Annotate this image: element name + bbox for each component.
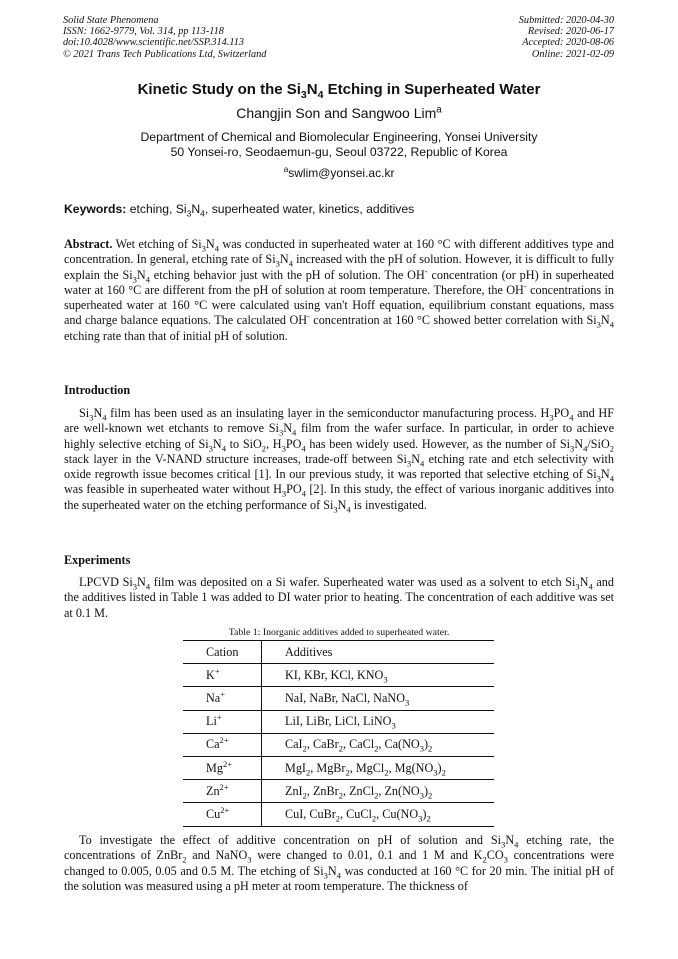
affiliation-line-1: Department of Chemical and Biomolecular Engineering, Yonsei University [140,130,538,144]
author-list: Changjin Son and Sangwoo Lim$^a$ [236,104,442,121]
table-header-cation: Cation [183,641,262,664]
table-caption: Table 1: Inorganic additives added to superheated water. [228,627,450,638]
journal-doi: doi:10.4028/www.scientific.net/SSP.314.113 [63,37,245,49]
cation-cell: $Ca^{2+}$ [183,733,262,756]
table-header-additives: Additives [262,641,495,664]
journal-meta [63,15,363,60]
experiments-paragraph-1: LPCVD $Si_3N_4$ film was deposited on a Si wafer. Superheated water was used as a solvent to etch $Si_3N_4$ and the additives listed in Table 1 was added to DI water prior to heating. The concentration of each additive was set at 0.1 M. [64,575,614,620]
table-row [183,710,494,733]
table-row [183,687,494,710]
keywords: Keywords: etching, $Si_3N_4$, superheated water, kinetics, additives [64,202,415,219]
paper-title: Kinetic Study on the $Si_3N_4$ Etching in Superheated Water [137,81,541,101]
abstract-text: Wet etching of $Si_3N_4$ was conducted in superheated water at 160 °C with different additives type and concentration. In general, etching rate of $Si_3N_4$ increased with the pH of solution. However, it is difficult to fully explain the $Si_3N_4$ etching behavior just with the pH of solution. The OH- concentration (or pH) in superheated water at 160 °C are different from the pH of solution at room temperature. Therefore, the OH- concentrations in superheated water at 160 °C were calculated using van't Hoff equation, equilibrium constant equations, mass and charge balance equations. The calculated OH- concentration at 160 °C showed better correlation with $Si_3N_4$ etching rate than that of initial pH of solution. [64,237,615,343]
cation-cell: Li+ [183,710,262,733]
additives-cell: ZnI$_2$, ZnBr$_2$, ZnCl$_2$, $Zn(NO_3)_2$ [262,780,495,803]
publication-dates [394,15,614,60]
date-revised: Revised: 2020-06-17 [527,26,614,38]
table-row [183,803,494,826]
cation-cell: $Cu^{2+}$ [183,803,262,826]
table-row [183,733,494,756]
author-email: $^a$swlim@yonsei.ac.kr [283,164,395,180]
abstract-label: Abstract. [64,237,113,251]
table-row [183,664,494,687]
date-submitted: Submitted: 2020-04-30 [518,15,614,26]
introduction-paragraph: $Si_3N_4$ film has been used as an insulating layer in the semiconductor manufacturing process. $H_3PO_4$ and HF are well-known wet etchants to remove $Si_3N_4$ film from the wafer surface. In particular, in order to achieve highly selective etching of $Si_3N_4$ to SiO$_2$, $H_3PO_4$ has been widely used. However, as the number of $Si_3N_4/SiO_2$ stack layer in the V-NAND structure increases, trade-off between $Si_3N_4$ etching rate and etch selectivity with oxide regrowth issue becomes critical [1]. In our previous study, it was reported that selective etching of $Si_3N_4$ was feasible in superheated water without $H_3PO_4$ [2]. In this study, the effect of various inorganic additives into the superheated water on the etching performance of $Si_3N_4$ is investigated. [64,406,615,515]
table-header-row [183,641,494,664]
additives-cell: KI, KBr, KCl, $KNO_3$ [262,664,495,687]
additives-cell: MgI$_2$, MgBr$_2$, MgCl$_2$, $Mg(NO_3)_2$ [262,756,495,779]
date-online: Online: 2021-02-09 [531,48,614,60]
date-accepted: Accepted: 2020-08-06 [522,37,614,49]
experiments-heading: Experiments [64,553,131,567]
experiments-paragraph-2: To investigate the effect of additive concentration on pH of solution and $Si_3N_4$ etching rate, the concentrations of ZnBr$_2$ and NaNO$_3$ were changed to 0.01, 0.1 and 1 M and $K_2CO_3$ concentrations were changed to 0.005, 0.05 and 0.5 M. The etching of $Si_3N_4$ was conducted at 160 °C for 20 min. The initial pH of the solution was measured using a pH meter at room temperature. The thickness of [64,833,615,893]
journal-name: Solid State Phenomena [63,15,159,26]
additives-cell: NaI, NaBr, NaCl, NaNO$_3$ [262,687,495,710]
additives-cell: CaI$_2$, CaBr$_2$, CaCl$_2$, $Ca(NO_3)_2$ [262,733,495,756]
table-row [183,756,494,779]
introduction-heading: Introduction [64,383,131,397]
journal-issn: ISSN: 1662-9779, Vol. 314, pp 113-118 [63,26,224,38]
additives-cell: CuI, CuBr$_2$, CuCl$_2$, $Cu(NO_3)_2$ [262,803,495,826]
affiliation-line-2: 50 Yonsei-ro, Seodaemun-gu, Seoul 03722, Republic of Korea [170,145,508,159]
additives-table [183,640,494,827]
affiliation [0,130,678,160]
cation-cell: $Mg^{2+}$ [183,756,262,779]
journal-copyright: © 2021 Trans Tech Publications Ltd, Switzerland [63,48,267,60]
cation-cell: K+ [183,664,262,687]
abstract [64,237,614,344]
keywords-label: Keywords: [64,202,127,216]
table-row [183,780,494,803]
cation-cell: $Zn^{2+}$ [183,780,262,803]
cation-cell: Na+ [183,687,262,710]
additives-cell: LiI, LiBr, LiCl, LiNO$_3$ [262,710,495,733]
